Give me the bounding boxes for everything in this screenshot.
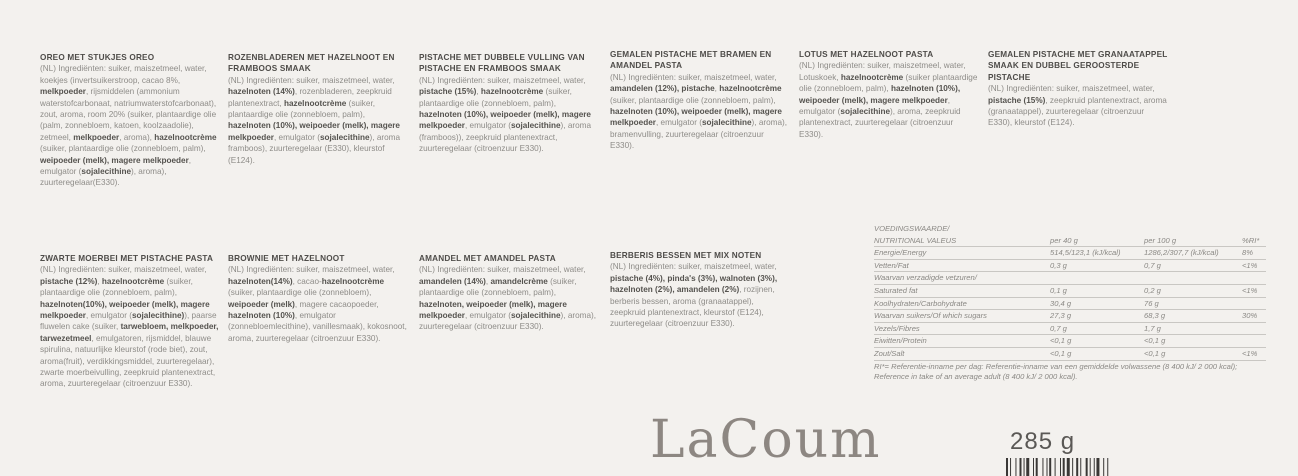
value-per-100g: <0,1 g xyxy=(1144,348,1166,358)
value-per-40g: <0,1 g xyxy=(1050,336,1072,346)
ingredient-text: (suiker, plantaardige olie (zonnebloem), xyxy=(228,288,372,298)
allergen-text: hazelnootcrème xyxy=(480,87,544,97)
product-amandel xyxy=(419,253,599,333)
allergen-text: amandelen (12%), pistache xyxy=(610,84,715,94)
product-pistache-granaatappel xyxy=(988,49,1168,129)
ingredient-text: (NL) Ingrediënten: suiker, maiszetmeel, water, xyxy=(610,72,777,82)
allergen-text: sojalecithine xyxy=(510,311,561,321)
allergen-text: hazelnootcrème xyxy=(101,276,165,286)
allergen-text: hazelnoten, weipoeder (melk), magere melkpoeder xyxy=(419,299,567,321)
ingredient-text: , xyxy=(476,87,481,97)
net-weight: 285 g xyxy=(1010,428,1076,455)
ingredient-text: , emulgator ( xyxy=(464,121,511,131)
ingredient-text: ), paarse fluwelen cake (suiker, xyxy=(40,311,217,332)
value-per-100g: <0,1 g xyxy=(1144,336,1166,346)
allergen-text: sojalecithine xyxy=(701,118,752,128)
allergen-text: hazelnoten (10%), weipoeder (melk), magere melkpoeder xyxy=(610,107,782,128)
value-per-100g: 1,7 g xyxy=(1144,323,1161,333)
product-ingredients xyxy=(419,264,599,332)
product-ingredients xyxy=(40,63,220,188)
ingredient-text: , aroma), xyxy=(119,132,155,142)
product-title: ZWARTE MOERBEI MET PISTACHE PASTA xyxy=(40,254,214,263)
nutrition-col-ri: %RI* xyxy=(1242,235,1260,245)
ingredient-text: , emulgator ( xyxy=(799,95,951,117)
ingredient-text: ), aroma (framboos)), zeepkruid plantenextract, zuurteregelaar (citroenzuur E330). xyxy=(419,121,592,154)
brand-logo: LaCoum xyxy=(650,410,882,470)
allergen-text: melkpoeder xyxy=(73,132,120,142)
nutrition-title-nl: VOEDINGSWAARDE/ xyxy=(874,224,950,233)
value-per-40g: 0,3 g xyxy=(1050,260,1067,270)
nutrition-footnote: RI*= Referentie-inname per dag: Referentie-inname van een gemiddelde volwassene (8 400 kJ/ 2 000 kcal); Reference in take of an average adult (8 400 kJ/ 2 000 kcal). xyxy=(874,361,1238,382)
product-title: PISTACHE MET DUBBELE VULLING VAN PISTACHE EN FRAMBOOS SMAAK xyxy=(419,53,585,74)
ingredient-text: , rozenbladeren, zeepkruid plantenextract, xyxy=(228,87,392,108)
ingredient-text: (suiker plantaardige olie (zonnebloem, palm), xyxy=(799,72,978,94)
nutrition-row xyxy=(874,310,1266,323)
ingredient-text: ), aroma), zuurteregelaar (citroenzuur E330). xyxy=(419,311,597,332)
product-ingredients xyxy=(610,72,790,152)
allergen-text: tarwebloem, melkpoeder, tarwezetmeel xyxy=(40,322,219,343)
ingredient-text: (NL) Ingrediënten: suiker, maiszetmeel, water, xyxy=(228,265,395,275)
ingredient-text: (suiker, plantaardige olie (zonnebloem, palm), xyxy=(610,95,776,105)
ingredient-text: (NL) Ingrediënten: suiker, maiszetmeel, water, xyxy=(40,265,207,275)
product-ingredients xyxy=(988,83,1168,129)
nutrient-label: Vezels/Fibres xyxy=(874,323,920,333)
allergen-text: pistache (15%) xyxy=(988,95,1046,105)
ingredient-text: , rijsmiddelen (ammonium waterstofcarbonaat, natriumwaterstofcarbonaat), zout, aroma, room 20% (suiker, plantaardige olie (palm, zonnebloem, katoen, koolzaadolie), zetmeel, xyxy=(40,87,217,142)
product-pistache-framboos xyxy=(419,52,599,155)
allergen-text: hazelnootcrème xyxy=(283,98,347,108)
ingredient-text: , emulgator ( xyxy=(40,155,192,177)
ingredient-text: , xyxy=(485,276,491,286)
ingredient-text: ), aroma), bramenvulling, zuurteregelaar (citroenzuur E330). xyxy=(610,118,788,151)
allergen-text: hazelnoten(10%), weipoeder (melk), magere melkpoeder xyxy=(40,299,210,321)
product-title: BROWNIE MET HAZELNOOT xyxy=(228,254,345,263)
allergen-text: hazelnoten (14%) xyxy=(228,87,295,97)
product-lotus xyxy=(799,49,979,140)
ingredient-text: , cacao- xyxy=(292,276,322,286)
ingredient-text: , xyxy=(714,84,720,94)
value-per-100g: 1286,2/307,7 (kJ/kcal) xyxy=(1144,248,1219,258)
nutrient-label: Saturated fat xyxy=(874,285,918,295)
ingredient-text: (suiker, plantaardige olie (zonnebloem, palm), xyxy=(228,98,375,120)
value-ri: <1% xyxy=(1242,285,1258,295)
nutrition-row xyxy=(874,335,1266,348)
allergen-text: hazelnoten (10%) xyxy=(228,311,295,321)
product-ingredients xyxy=(40,264,220,389)
ingredient-text: , magere cacaopoeder, xyxy=(294,299,379,309)
nutrition-row xyxy=(874,247,1266,260)
value-per-100g: 76 g xyxy=(1144,298,1159,308)
allergen-text: pistache (4%), pinda's (3%), walnoten (3%), hazelnoten (2%), amandelen (2%) xyxy=(610,273,778,295)
allergen-text: hazelnootcrème xyxy=(840,72,904,82)
nutrient-label: Energie/Energy xyxy=(874,248,927,258)
product-title: OREO MET STUKJES OREO xyxy=(40,53,155,62)
nutrition-title-row xyxy=(874,223,1266,235)
ingredient-text: , emulgator ( xyxy=(85,311,132,321)
product-berberis xyxy=(610,250,790,330)
allergen-text: sojalecithine xyxy=(81,167,132,177)
nutrition-col-40: per 40 g xyxy=(1050,235,1078,245)
product-zwarte-moerbei xyxy=(40,253,220,390)
ingredient-text: (NL) Ingrediënten: suiker, maiszetmeel, water, xyxy=(610,262,777,272)
allergen-text: amandelcrème xyxy=(490,276,548,286)
product-pistache-bramen xyxy=(610,49,790,152)
allergen-text: weipoeder (melk), magere melkpoeder xyxy=(40,155,189,165)
ingredient-text: ), aroma), zuurteregelaar(E330). xyxy=(40,167,167,188)
allergen-text: weipoeder (melk) xyxy=(228,299,295,309)
allergen-text: hazelnootcrème xyxy=(154,132,217,142)
nutrition-row xyxy=(874,348,1266,361)
nutrient-label: Waarvan suikers/Of which sugars xyxy=(874,311,987,321)
allergen-text: hazelnootcrème xyxy=(321,276,385,286)
barcode-icon xyxy=(1006,458,1138,476)
ingredient-text: , rozijnen, berberis bessen, aroma (granaatappel), zeepkruid plantenextract, kleurstof (E124), zuurteregelaar (citroenzuur E330). xyxy=(610,285,775,329)
value-per-40g: 514,5/123,1 (kJ/kcal) xyxy=(1050,248,1121,258)
ingredient-text: (suiker, plantaardige olie (zonnebloem, palm), xyxy=(40,144,206,154)
value-per-100g: 0,2 g xyxy=(1144,285,1161,295)
product-rozenbladeren xyxy=(228,52,408,166)
ingredient-text: , emulgator ( xyxy=(273,132,320,142)
allergen-text: sojalecithine xyxy=(319,132,370,142)
value-per-40g: <0,1 g xyxy=(1050,348,1072,358)
value-per-40g: 0,7 g xyxy=(1050,323,1067,333)
allergen-text: melkpoeder xyxy=(40,87,86,97)
nutrition-table xyxy=(874,223,1266,383)
product-ingredients xyxy=(228,75,408,166)
allergen-text: pistache (12%) xyxy=(40,276,98,286)
ingredient-text: (suiker, plantaardige olie (zonnebloem, palm), xyxy=(419,276,577,298)
nutrient-label: Koolhydraten/Carbohydrate xyxy=(874,298,967,308)
value-ri: <1% xyxy=(1242,260,1258,270)
ingredient-text: (NL) Ingrediënten: suiker, maiszetmeel, water, xyxy=(419,265,586,275)
value-per-40g: 0,1 g xyxy=(1050,285,1067,295)
product-title: AMANDEL MET AMANDEL PASTA xyxy=(419,254,556,263)
allergen-text: sojalecithine xyxy=(510,121,561,131)
value-ri: 30% xyxy=(1242,311,1258,321)
nutrition-rows xyxy=(874,247,1266,360)
nutrition-row xyxy=(874,272,1266,285)
allergen-text: sojalecithine xyxy=(840,107,891,117)
ingredient-text: (NL) Ingrediënten: suiker, maiszetmeel, water, xyxy=(988,84,1155,94)
product-title: GEMALEN PISTACHE MET GRANAATAPPEL SMAAK EN DUBBEL GEROOSTERDE PISTACHE xyxy=(988,50,1168,82)
value-ri: 8% xyxy=(1242,248,1253,258)
nutrition-row xyxy=(874,260,1266,273)
nutrition-row xyxy=(874,323,1266,336)
value-per-40g: 30,4 g xyxy=(1050,298,1072,308)
nutrient-label: Zout/Salt xyxy=(874,348,905,358)
value-per-100g: 0,7 g xyxy=(1144,260,1161,270)
allergen-text: hazelnoten (10%), weipoeder (melk), magere melkpoeder xyxy=(419,110,591,131)
nutrition-title-en: NUTRITIONAL VALEUS xyxy=(874,235,957,245)
ingredient-text: (suiker, plantaardige olie (zonnebloem, palm), xyxy=(40,276,193,298)
ingredient-text: , emulgator (zonnebloemlecithine), vanillesmaak), kokosnoot, aroma, zuurteregelaar (citroenzuur E330). xyxy=(228,311,407,343)
allergen-text: hazelnoten(14%) xyxy=(228,276,293,286)
value-per-40g: 27,3 g xyxy=(1050,311,1072,321)
allergen-text: amandelen (14%) xyxy=(419,276,486,286)
nutrition-header-row xyxy=(874,235,1266,248)
product-oreo xyxy=(40,52,220,189)
ingredient-text: ), aroma, zeepkruid plantenextract, zuurteregelaar (citroenzuur E330). xyxy=(799,107,961,139)
product-ingredients xyxy=(228,264,408,344)
nutrient-label: Waarvan verzadigde vetzuren/ xyxy=(874,273,977,283)
allergen-text: sojalecithine) xyxy=(131,311,185,321)
ingredient-text: (suiker, plantaardige olie (zonnebloem, palm), xyxy=(419,87,572,108)
ingredient-text: , xyxy=(97,276,102,286)
nutrient-label: Eiwitten/Protein xyxy=(874,336,927,346)
product-title: ROZENBLADEREN MET HAZELNOOT EN FRAMBOOS SMAAK xyxy=(228,53,395,74)
ingredient-text: , emulgatoren, rijsmiddel, blauwe spirulina, natuurlijke kleurstof (rode biet), zout, aroma(fruit), verdikkingsmiddel, zuurteregelaar), zwarte moerbeivulling, zeepkruid plantenextract, aroma, zuurteregelaar (citroenzuur E330). xyxy=(40,333,216,389)
product-ingredients xyxy=(610,261,790,329)
allergen-text: pistache (15%) xyxy=(419,87,477,97)
allergen-text: hazelnootcrème xyxy=(719,84,782,94)
product-title: LOTUS MET HAZELNOOT PASTA xyxy=(799,50,934,59)
product-title: GEMALEN PISTACHE MET BRAMEN EN AMANDEL PASTA xyxy=(610,50,772,71)
product-brownie xyxy=(228,253,408,344)
value-ri: <1% xyxy=(1242,348,1258,358)
product-ingredients xyxy=(799,60,979,140)
ingredient-text: , emulgator ( xyxy=(464,311,511,321)
ingredient-text: (NL) Ingrediënten: suiker, maiszetmeel, water, xyxy=(228,75,395,85)
ingredient-text: , zeepkruid plantenextract, aroma (granaatappel), zuurteregelaar (citroenzuur E330), kleurstof (E124). xyxy=(988,95,1167,128)
nutrient-label: Vetten/Fat xyxy=(874,260,909,270)
ingredient-text: , emulgator ( xyxy=(655,118,702,128)
value-per-100g: 68,3 g xyxy=(1144,311,1166,321)
ingredient-text: (NL) Ingrediënten: suiker, maiszetmeel, water, koekjes (invertsuikerstroop, cacao 8%, xyxy=(40,64,207,85)
nutrition-row xyxy=(874,298,1266,311)
allergen-text: hazelnoten (10%), weipoeder (melk), magere melkpoeder xyxy=(799,84,961,105)
allergen-text: hazelnoten (10%), weipoeder (melk), magere melkpoeder xyxy=(228,121,400,142)
ingredient-text: (NL) Ingrediënten: suiker, maiszetmeel, water, Lotuskoek, xyxy=(799,61,966,82)
product-ingredients xyxy=(419,75,599,155)
nutrition-col-100: per 100 g xyxy=(1144,235,1177,245)
ingredient-text: ), aroma framboos), zuurteregelaar (E330), kleurstof (E124). xyxy=(228,132,401,165)
nutrition-row xyxy=(874,285,1266,298)
product-title: BERBERIS BESSEN MET MIX NOTEN xyxy=(610,251,762,260)
ingredient-text: (NL) Ingrediënten: suiker, maiszetmeel, water, xyxy=(419,75,586,85)
